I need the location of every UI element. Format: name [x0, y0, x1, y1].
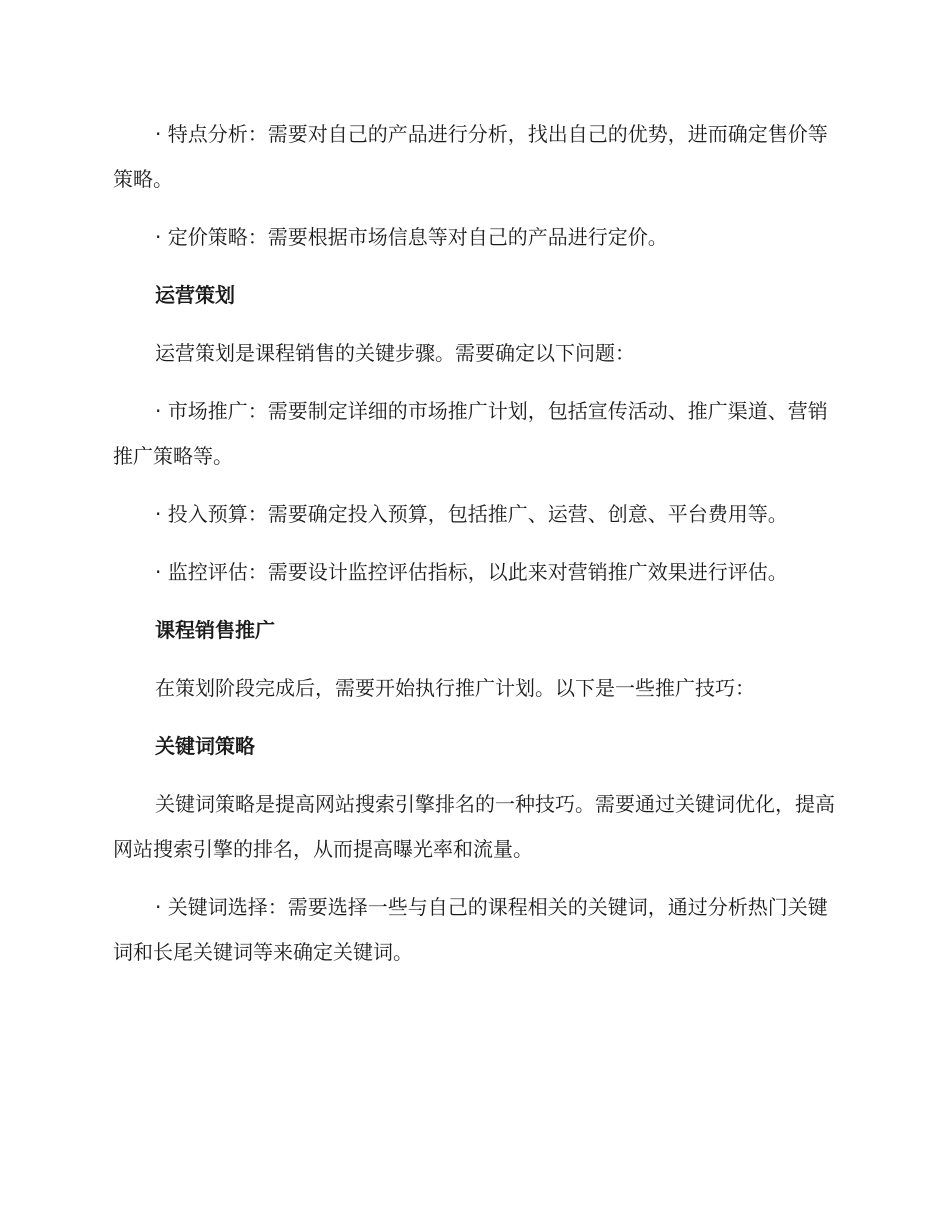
bullet-investment-budget: · 投入预算：需要确定投入预算，包括推广、运营、创意、平台费用等。: [155, 502, 788, 526]
section-heading-course-sales-promotion: 课程销售推广: [155, 618, 275, 642]
bullet-pricing-strategy: · 定价策略：需要根据市场信息等对自己的产品进行定价。: [155, 225, 668, 249]
bullet-keyword-selection: · 关键词选择：需要选择一些与自己的课程相关的关键词，通过分析热门关键词和长尾关键词等来确定关键词。: [113, 895, 828, 964]
section-heading-operations-planning: 运营策划: [155, 283, 235, 307]
bullet-market-promotion: · 市场推广：需要制定详细的市场推广计划，包括宣传活动、推广渠道、营销推广策略等。: [113, 399, 828, 468]
paragraph-keyword-strategy: 关键词策略是提高网站搜索引擎排名的一种技巧。需要通过关键词优化，提高网站搜索引擎的排名，从而提高曝光率和流量。: [113, 792, 835, 861]
section-heading-keyword-strategy: 关键词策略: [155, 734, 255, 758]
bullet-feature-analysis: · 特点分析：需要对自己的产品进行分析，找出自己的优势，进而确定售价等策略。: [113, 122, 828, 191]
bullet-monitoring-evaluation: · 监控评估：需要设计监控评估指标，以此来对营销推广效果进行评估。: [155, 560, 788, 584]
paragraph-promotion-intro: 在策划阶段完成后，需要开始执行推广计划。以下是一些推广技巧：: [155, 676, 755, 700]
paragraph-operations-intro: 运营策划是课程销售的关键步骤。需要确定以下问题：: [155, 341, 635, 365]
document-body: [113, 112, 843, 988]
